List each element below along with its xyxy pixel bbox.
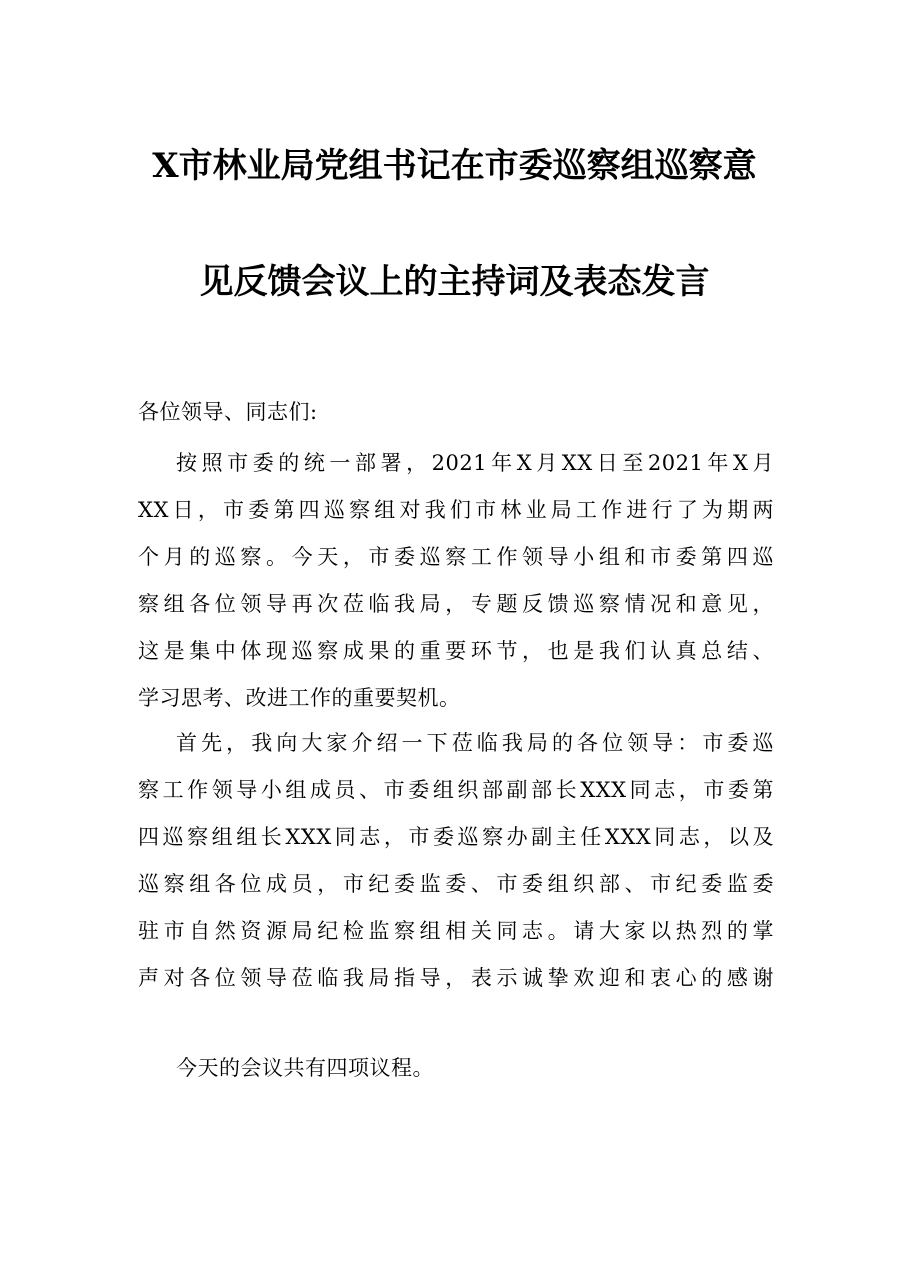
paragraph-2-line: 巡察组各位成员，市纪委监委、市委组织部、市纪委监委 [138,872,774,896]
salutation: 各位领导、同志们: [138,400,318,424]
paragraph-2-line: 驻市自然资源局纪检监察组相关同志。请大家以热烈的掌 [138,919,774,943]
paragraph-1-line: 察组各位领导再次莅临我局，专题反馈巡察情况和意见， [138,592,774,616]
paragraph-1-line: 个月的巡察。今天，市委巡察工作领导小组和市委第四巡 [138,545,774,569]
paragraph-1-line: 学习思考、改进工作的重要契机。 [138,686,461,710]
paragraph-2-line: 四巡察组组长XXX同志，市委巡察办副主任XXX同志，以及 [138,825,774,849]
paragraph-1-line: XX日，市委第四巡察组对我们市林业局工作进行了为期两 [138,498,774,522]
paragraph-1 [138,440,774,722]
paragraph-1-line: 这是集中体现巡察成果的重要环节，也是我们认真总结、 [138,639,774,663]
paragraph-2-line: 首先，我向大家介绍一下莅临我局的各位领导：市委巡 [176,731,774,755]
paragraph-2-line: 声对各位领导莅临我局指导，表示诚挚欢迎和衷心的感谢 [138,966,774,990]
document-title-line-2: 见反馈会议上的主持词及表态发言 [199,262,710,302]
paragraph-2-line: 察工作领导小组成员、市委组织部副部长XXX同志，市委第 [138,778,774,802]
paragraph-1-line: 按照市委的统一部署，2021年X月XX日至2021年X月 [176,451,774,475]
paragraph-3: 今天的会议共有四项议程。 [176,1056,434,1080]
paragraph-2 [138,720,774,1002]
document-title-line-1: X市林业局党组书记在市委巡察组巡察意 [152,146,757,186]
